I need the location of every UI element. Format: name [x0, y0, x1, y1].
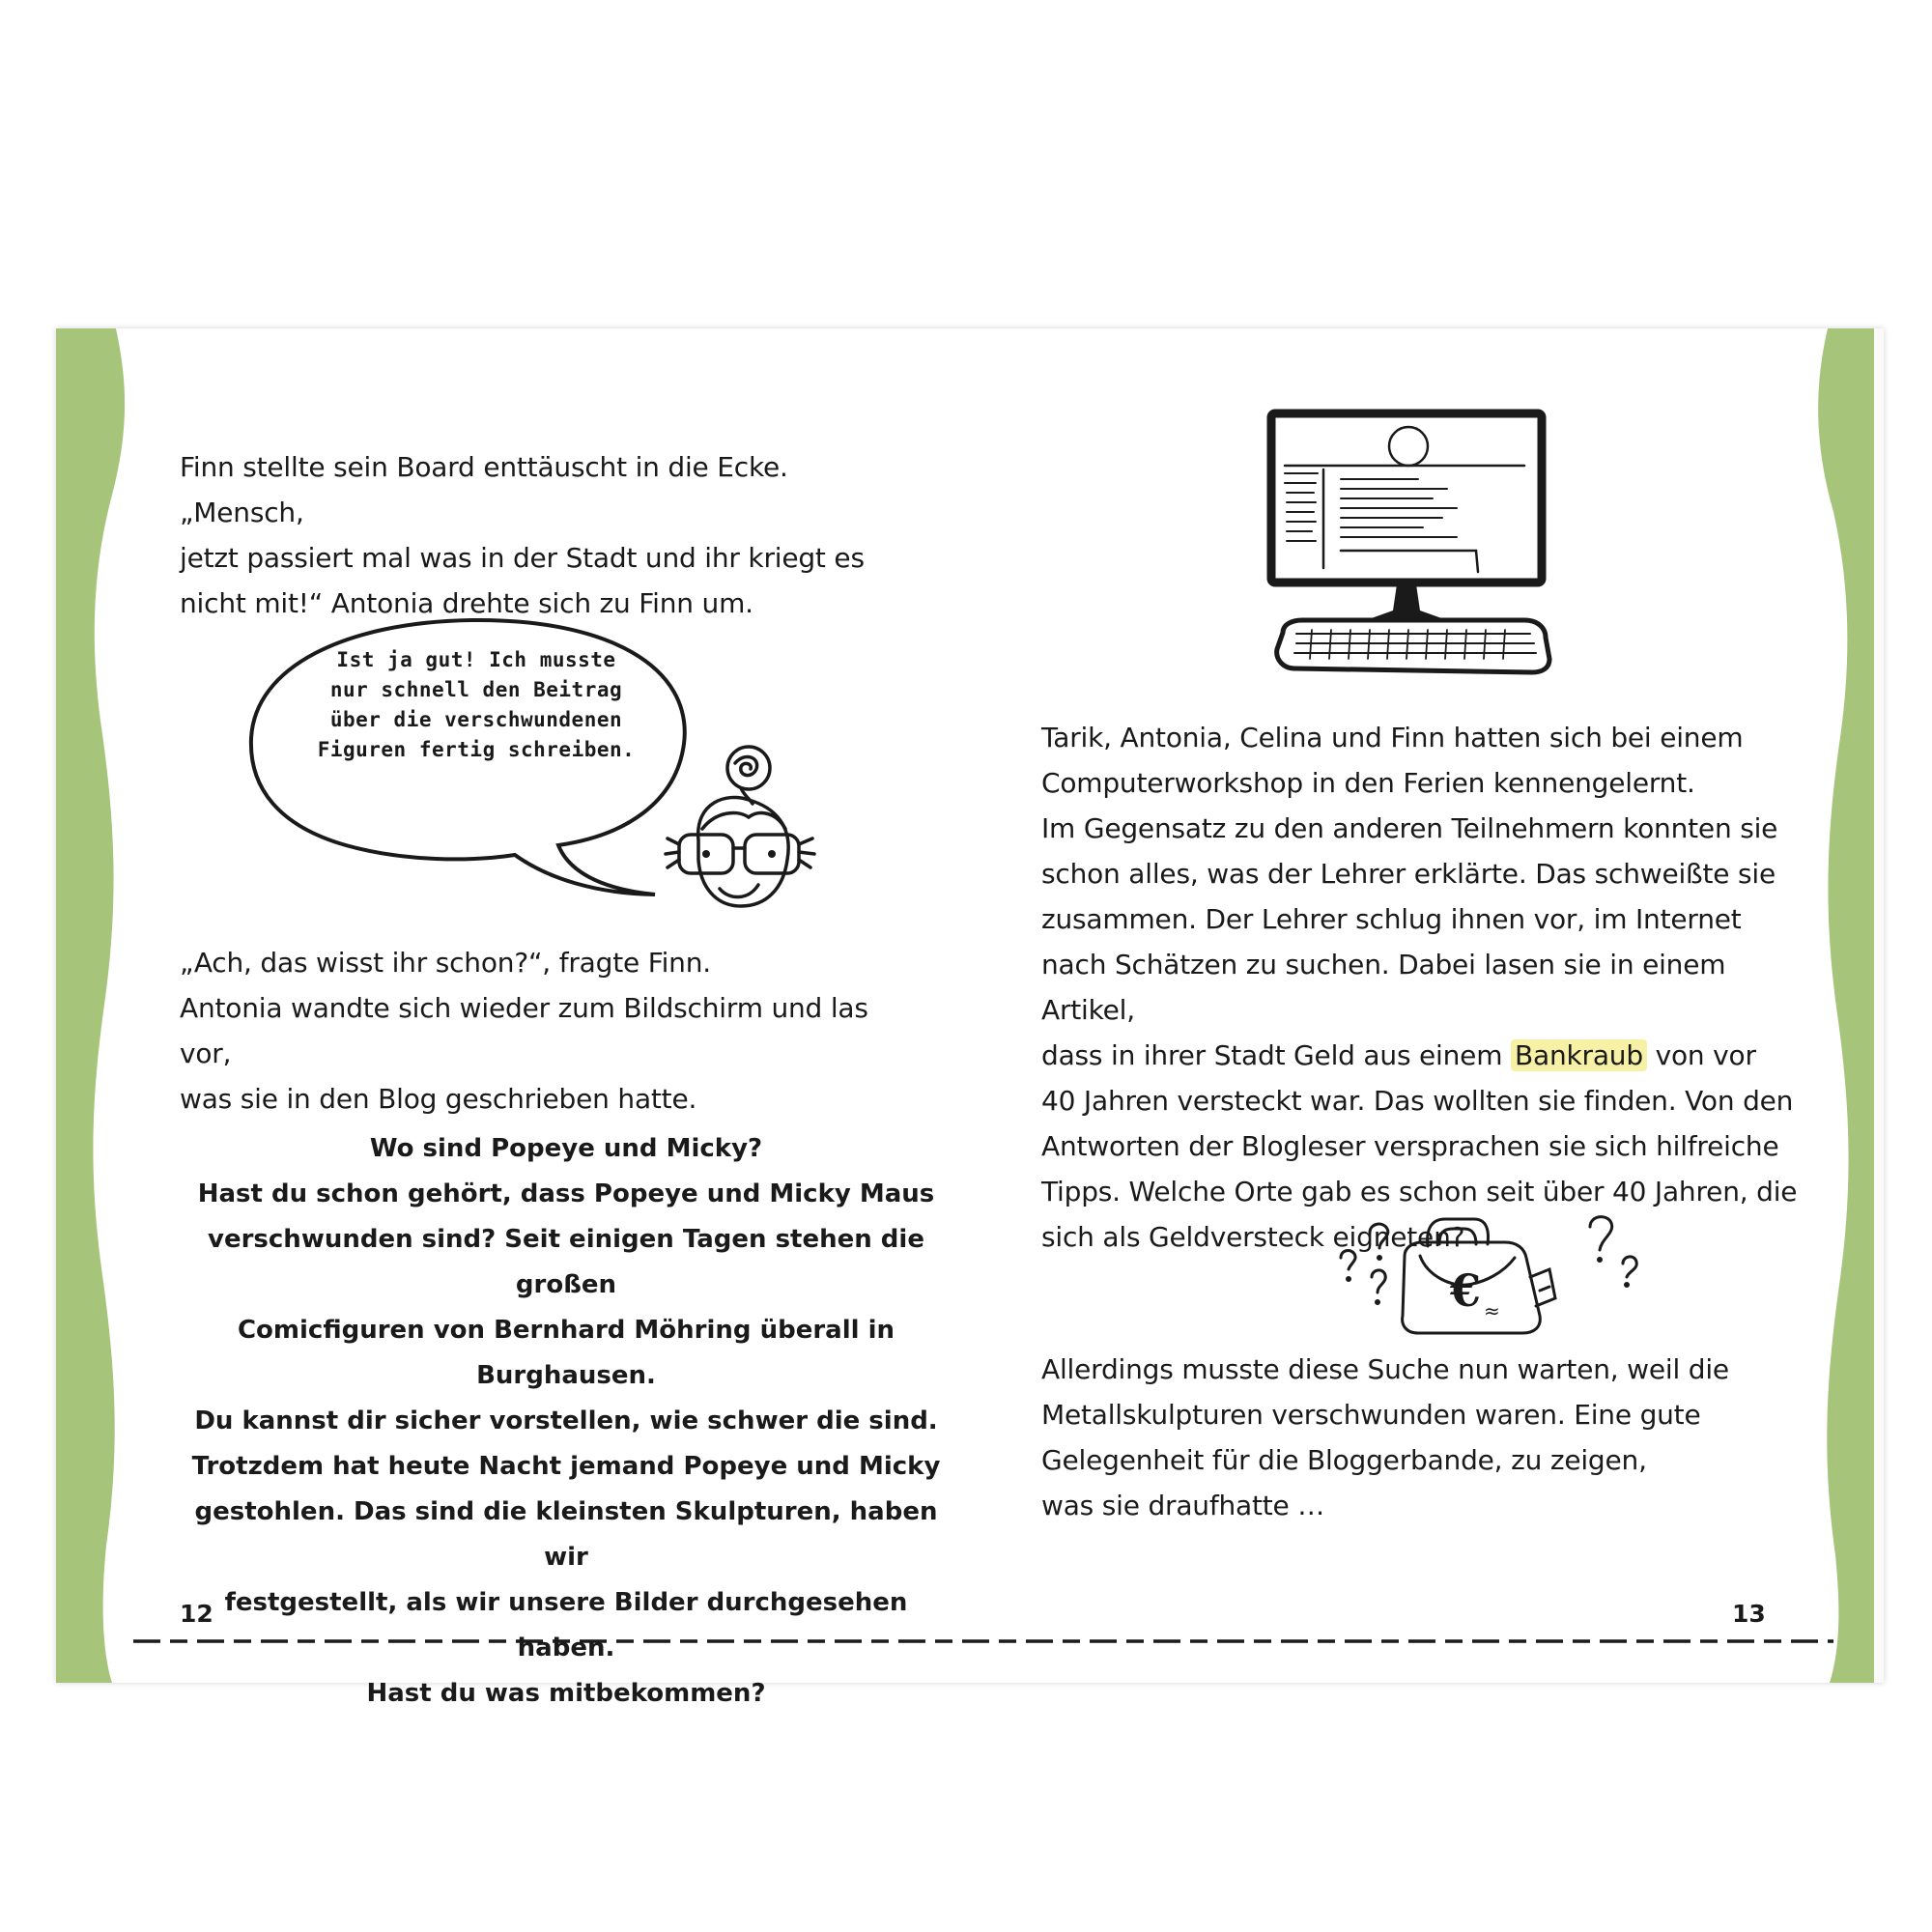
blog-line: verschwunden sind? Seit einigen Tagen stehen die großen	[208, 1225, 924, 1299]
computer-illustration	[1264, 406, 1563, 686]
text-line: was sie in den Blog geschrieben hatte.	[180, 1083, 697, 1115]
euro-symbol: €	[1450, 1264, 1482, 1317]
page-number-right: 13	[1732, 1600, 1766, 1628]
left-green-border	[56, 328, 133, 1683]
text-line: Tarik, Antonia, Celina und Finn hatten sich bei einem	[1041, 722, 1744, 753]
blog-line: gestohlen. Das sind die kleinsten Skulpturen, haben wir	[194, 1497, 938, 1572]
right-end-paragraph	[1041, 1347, 1804, 1528]
text-line: 40 Jahren versteckt war. Das wollten sie finden. Von den	[1041, 1085, 1794, 1117]
text-line: Tipps. Welche Orte gab es schon seit über 40 Jahren, die	[1041, 1176, 1798, 1208]
text-line-with-highlight	[1041, 1033, 1804, 1078]
blog-title: Wo sind Popeye und Micky?	[369, 1134, 763, 1163]
text-line: Gelegenheit für die Bloggerbande, zu zeigen,	[1041, 1444, 1647, 1476]
text-line: Computerworkshop in den Ferien kennengelernt.	[1041, 767, 1695, 799]
right-green-border	[1806, 328, 1884, 1683]
text-line: nicht mit!“ Antonia drehte sich zu Finn um.	[180, 587, 753, 619]
money-bag-illustration	[1312, 1209, 1689, 1340]
text-line: sich als Geldversteck eigneten?	[1041, 1221, 1465, 1253]
text-line: Finn stellte sein Board enttäuscht in die Ecke. „Mensch,	[180, 451, 788, 528]
text-line: jetzt passiert mal was in der Stadt und ihr kriegt es	[180, 542, 865, 574]
girl-with-glasses-illustration	[660, 734, 824, 927]
text-line: Antworten der Blogleser versprachen sie sich hilfreiche	[1041, 1130, 1779, 1162]
text-line: zusammen. Der Lehrer schlug ihnen vor, im Internet	[1041, 903, 1742, 935]
text-line: schon alles, was der Lehrer erklärte. Das schweißte sie	[1041, 858, 1776, 890]
text-segment: von vor	[1646, 1039, 1756, 1071]
text-line: Antonia wandte sich wieder zum Bildschirm und las vor,	[180, 992, 868, 1069]
highlighted-word: Bankraub	[1511, 1039, 1647, 1071]
text-line: Allerdings musste diese Suche nun warten, weil die	[1041, 1353, 1729, 1385]
blog-line: Du kannst dir sicher vorstellen, wie schwer die sind.	[194, 1406, 938, 1435]
bubble-line: nur schnell den Beitrag	[329, 678, 623, 701]
right-main-paragraph	[1041, 715, 1804, 1260]
text-segment: dass in ihrer Stadt Geld aus einem	[1041, 1039, 1511, 1071]
text-line: nach Schätzen zu suchen. Dabei lasen sie in einem Artikel,	[1041, 949, 1726, 1026]
text-line: „Ach, das wisst ihr schon?“, fragte Finn.	[180, 947, 711, 979]
book-spread	[56, 328, 1884, 1708]
page-edge	[1874, 328, 1884, 1683]
blog-line: festgestellt, als wir unsere Bilder durchgesehen haben.	[224, 1588, 908, 1662]
left-mid-paragraph	[180, 940, 914, 1122]
text-line: Im Gegensatz zu den anderen Teilnehmern konnten sie	[1041, 812, 1778, 844]
page-number-left: 12	[180, 1600, 213, 1628]
blog-line: Hast du schon gehört, dass Popeye und Micky Maus	[197, 1179, 935, 1208]
blog-line: Comicfiguren von Bernhard Möhring überall in Burghausen.	[237, 1316, 895, 1390]
text-line: was sie draufhatte …	[1041, 1490, 1325, 1521]
bubble-line: über die verschwundenen	[329, 708, 623, 731]
speech-bubble-text	[288, 645, 665, 765]
blog-line: Hast du was mitbekommen?	[366, 1679, 766, 1708]
dashed-footer-line	[133, 1636, 1833, 1646]
left-intro-paragraph	[180, 444, 914, 626]
bubble-line: Figuren fertig schreiben.	[317, 738, 636, 761]
blog-line: Trotzdem hat heute Nacht jemand Popeye und Micky	[191, 1452, 941, 1481]
blog-post-text	[180, 1126, 952, 1717]
bubble-line: Ist ja gut! Ich musste	[336, 648, 616, 671]
svg-text:≈: ≈	[1484, 1299, 1500, 1322]
text-line: Metallskulpturen verschwunden waren. Eine gute	[1041, 1399, 1701, 1431]
